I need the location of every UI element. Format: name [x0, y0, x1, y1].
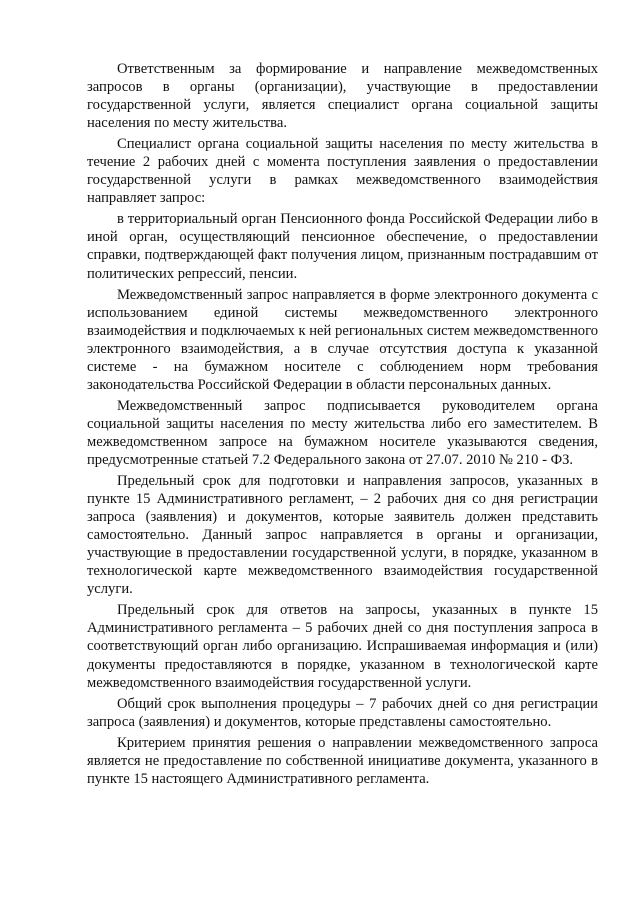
- paragraph-response-deadline: Предельный срок для ответов на запросы, указанных в пункте 15 Административного регламента – 5 рабочих дней со дня поступления запроса в соответствующий орган либо организацию. Испрашиваемая информация и (или) документы предоставляются в порядке, указанном в технологической карте межведомственного взаимодействия государственной услуги.: [87, 602, 598, 691]
- document-body: [87, 60, 598, 791]
- paragraph-pension-fund: в территориальный орган Пенсионного фонда Российской Федерации либо в иной орган, осуществляющий пенсионное обеспечение, о предоставлении справки, подтверждающей факт получения лицом, признанным пострадавшим от политических репрессий, пенсии.: [87, 211, 598, 282]
- paragraph-request-deadline: Предельный срок для подготовки и направления запросов, указанных в пункте 15 Административного регламент, – 2 рабочих дня со дня регистрации запроса (заявления) и документов, которые заявитель должен представить самостоятельно. Данный запрос направляется в органы и организации, участвующие в предоставлении государственной услуги, в порядке, указанном в технологической карте межведомственного взаимодействия государственной услуги.: [87, 473, 598, 598]
- paragraph-total-term: Общий срок выполнения процедуры – 7 рабочих дней со дня регистрации запроса (заявления) и документов, которые представлены самостоятельно.: [87, 695, 598, 730]
- paragraph-signature: Межведомственный запрос подписывается руководителем органа социальной защиты населения по месту жительства либо его заместителем. В межведомственном запросе на бумажном носителе указываются сведения, предусмотренные статьей 7.2 Федерального закона от 27.07. 2010 № 210 - ФЗ.: [87, 397, 598, 468]
- paragraph-responsible: Ответственным за формирование и направление межведомственных запросов в органы (организации), участвующие в предоставлении государственной услуги, является специалист органа социальной защиты населения по месту жительства.: [87, 61, 598, 132]
- paragraph-specialist: Специалист органа социальной защиты населения по месту жительства в течение 2 рабочих дней с момента поступления заявления о предоставлении государственной услуги в рамках межведомственного взаимодействия направляет запрос:: [87, 136, 598, 207]
- paragraph-electronic-form: Межведомственный запрос направляется в форме электронного документа с использованием единой системы межведомственного электронного взаимодействия и подключаемых к ней региональных систем межведомственного электронного взаимодействия, а в случае отсутствия доступа к указанной системе - на бумажном носителе с соблюдением норм требования законодательства Российской Федерации в области персональных данных.: [87, 286, 598, 393]
- paragraph-criterion: Критерием принятия решения о направлении межведомственного запроса является не предоставление по собственной инициативе документа, указанного в пункте 15 настоящего Административного регламента.: [87, 734, 598, 787]
